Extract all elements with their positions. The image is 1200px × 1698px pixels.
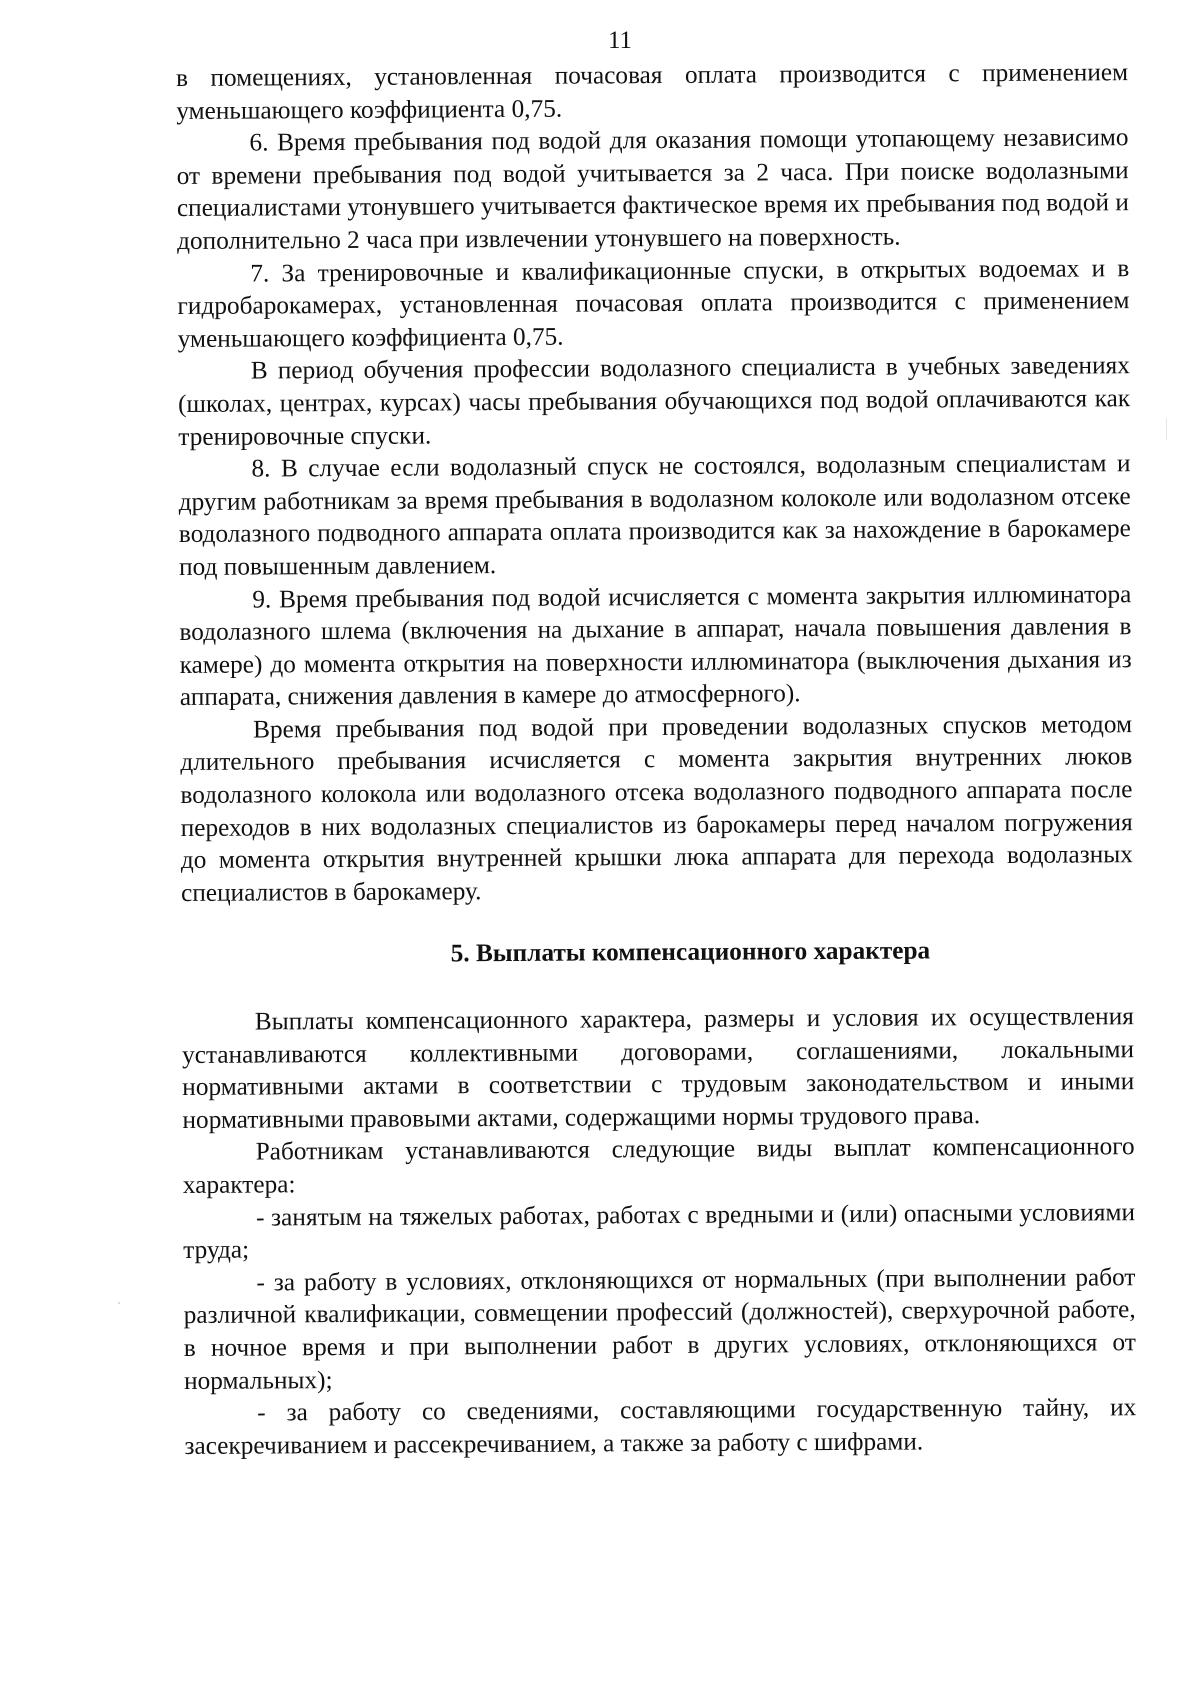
scan-speck [118, 1302, 120, 1304]
list-item-hard-work: - занятым на тяжелых работах, работах с вредными и (или) опасными условиями труда; [183, 1197, 1136, 1265]
list-item-state-secret: - за работу со сведениями, составляющими государственную тайну, их засекречиванием и рассекречиванием, а также за работу с шифрами. [184, 1393, 1137, 1460]
paragraph-compensation-types: Работникам устанавливаются следующие виды выплат компенсационного характера: [182, 1132, 1135, 1199]
paragraph-training-period: В период обучения профессии водолазного специалиста в учебных заведениях (школах, центрах, курсах) часы пребывания обучающихся под водой оплачиваются как тренировочные спуски. [178, 351, 1131, 451]
paragraph-item-9: 9. Время пребывания под водой исчисляется с момента закрытия иллюминатора водолазного шлема (включения на дыхание в аппарат, начала повышения давления в камере) до момента открытия на поверхности иллюминатора (выключения дыхания из аппарата, снижения давления в камере до атмосферного). [179, 579, 1132, 712]
list-item-abnormal-conditions: - за работу в условиях, отклоняющихся от нормальных (при выполнении работ различной квалификации, совмещении профессий (должностей), сверхурочной работе, в ночное время и при выполнении работ в других условиях, отклоняющихся от нормальных); [183, 1262, 1136, 1395]
document-body [176, 56, 1137, 1462]
scan-speck [1166, 418, 1167, 440]
page-number: 11 [607, 27, 633, 54]
paragraph-long-stay-time: Время пребывания под водой при проведении водолазных спусков методом длительного пребывания исчисляется с момента закрытия внутренних люков водолазного колокола или водолазного отсека водолазного подводного аппарата после переходов в них водолазных специалистов из барокамеры перед началом погружения до момента открытия внутренней крышки люка аппарата для перехода водолазных специалистов в барокамеру. [180, 710, 1133, 907]
paragraph-item-7: 7. За тренировочные и квалификационные спуски, в открытых водоемах и в гидробарокамерах, установленная почасовая оплата производится с применением уменьшающего коэффициента 0,75. [177, 253, 1130, 353]
paragraph-item-6: 6. Время пребывания под водой для оказания помощи утопающему независимо от времени пребывания под водой учитывается за 2 часа. При поиске водолазными специалистами утонувшего учитывается фактическое время их пребывания под водой и дополнительно 2 часа при извлечении утонувшего на поверхность. [176, 123, 1129, 255]
paragraph-compensation-intro: Выплаты компенсационного характера, размеры и условия их осуществления устанавливаются коллективными договорами, соглашениями, локальными нормативными актами в соответствии с трудовым законодательством и иными нормативными правовыми актами, содержащими нормы трудового права. [181, 1002, 1135, 1134]
paragraph-continuation: в помещениях, установленная почасовая оплата производится с применением уменьшающего коэффициента 0,75. [176, 58, 1129, 125]
section-heading: 5. Выплаты компенсационного характера [450, 936, 931, 968]
paragraph-item-8: 8. В случае если водолазный спуск не состоялся, водолазным специалистам и другим работникам за время пребывания в водолазном колоколе или водолазном отсеке водолазного подводного аппарата оплата производится как за нахождение в барокамере под повышенным давлением. [178, 449, 1131, 581]
